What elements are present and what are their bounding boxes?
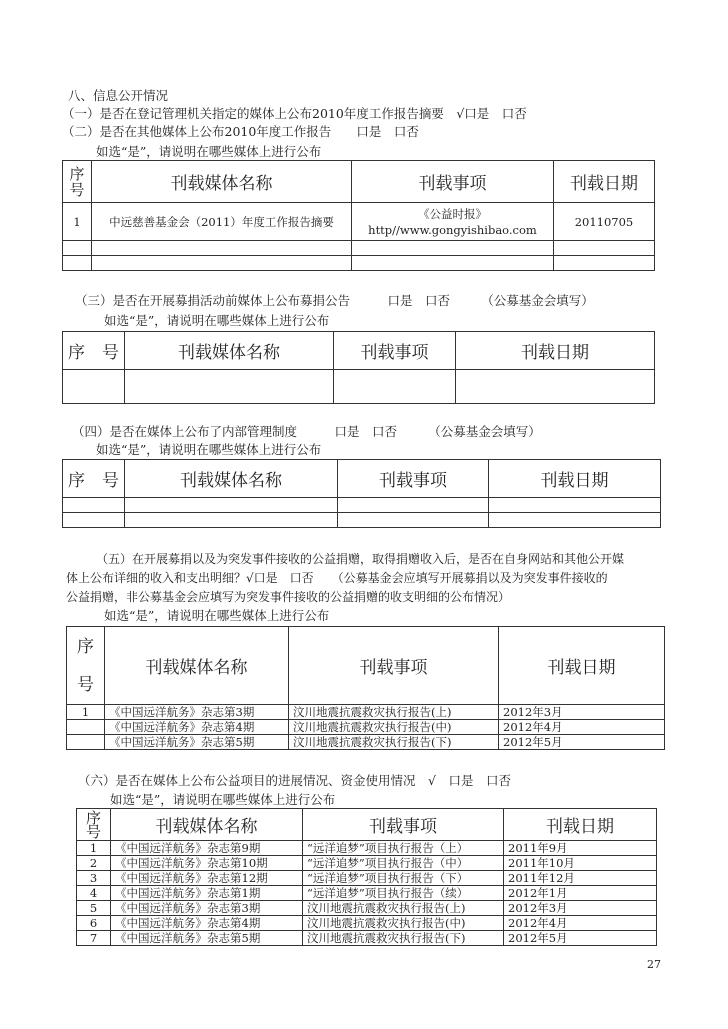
table-row [77, 871, 657, 886]
cell-media: 中远慈善基金会（2011）年度工作报告摘要 [92, 203, 352, 241]
table-row [63, 498, 661, 513]
page-number: 27 [647, 958, 661, 971]
table-row [77, 931, 657, 946]
header-date: 刊载日期 [504, 809, 657, 841]
cell-date: 2012年4月 [504, 916, 657, 931]
cell-media: 《中国远洋航务》杂志第3期 [111, 901, 303, 916]
table-row [63, 370, 655, 404]
table-row [67, 705, 665, 720]
table-donation-disclosure [66, 626, 665, 750]
cell-media: 《中国远洋航务》杂志第3期 [105, 705, 289, 720]
header-no: 序 号 [67, 627, 105, 705]
table-row [77, 886, 657, 901]
cell-media: 《中国远洋航务》杂志第4期 [105, 720, 289, 735]
cell-item: “远洋追梦”项目执行报告（中） [303, 856, 504, 871]
cell-date: 2012年5月 [504, 931, 657, 946]
cell-item: 《公益时报》 http//www.gongyishibao.com [352, 203, 554, 241]
cell-media: 《中国远洋航务》杂志第5期 [111, 931, 303, 946]
table-fundraising-announcement [62, 331, 655, 404]
cell-item: 汶川地震抗震救灾执行报告(上) [303, 901, 504, 916]
cell-media: 《中国远洋航务》杂志第4期 [111, 916, 303, 931]
cell-item: “远洋追梦”项目执行报告（上） [303, 841, 504, 856]
cell-no: 4 [77, 886, 111, 901]
cell-date: 2012年4月 [499, 720, 665, 735]
cell-media: 《中国远洋航务》杂志第12期 [111, 871, 303, 886]
cell-media: 《中国远洋航务》杂志第1期 [111, 886, 303, 901]
question-4-hint: 如选“是”，请说明在哪些媒体上进行公布 [96, 442, 322, 457]
table-row [67, 720, 665, 735]
header-date: 刊载日期 [499, 627, 665, 705]
table-header-row [63, 161, 655, 203]
cell-date: 2012年1月 [504, 886, 657, 901]
cell-no [67, 720, 105, 735]
header-item: 刊载事项 [338, 460, 489, 498]
cell-media: 《中国远洋航务》杂志第5期 [105, 735, 289, 750]
header-media: 刊载媒体名称 [92, 161, 352, 203]
cell-date: 2012年5月 [499, 735, 665, 750]
cell-no: 1 [63, 203, 92, 241]
section-heading: 八、信息公开情况 [68, 88, 169, 103]
table-internal-rules [62, 459, 661, 528]
header-item: 刊载事项 [352, 161, 554, 203]
header-date: 刊载日期 [489, 460, 661, 498]
table-row [63, 203, 655, 241]
table-row [63, 256, 655, 271]
table-media-annual-report [62, 160, 655, 271]
cell-no [67, 735, 105, 750]
table-row [77, 841, 657, 856]
cell-item: “远洋追梦”项目执行报告（下） [303, 871, 504, 886]
header-item: 刊载事项 [289, 627, 499, 705]
table-header-row [77, 809, 657, 841]
header-item: 刊载事项 [334, 332, 456, 370]
cell-date: 2012年3月 [499, 705, 665, 720]
header-media: 刊载媒体名称 [111, 809, 303, 841]
cell-item: 汶川地震抗震救灾执行报告(上) [289, 705, 499, 720]
cell-media: 《中国远洋航务》杂志第9期 [111, 841, 303, 856]
cell-media: 《中国远洋航务》杂志第10期 [111, 856, 303, 871]
cell-date: 2011年9月 [504, 841, 657, 856]
question-2-hint: 如选“是”，请说明在哪些媒体上进行公布 [96, 144, 322, 159]
question-1: （一）是否在登记管理机关指定的媒体上公布2010年度工作报告摘要 √口是 口否 [62, 106, 527, 121]
question-2: （二）是否在其他媒体上公布2010年度工作报告 口是 口否 [62, 124, 419, 139]
question-6-hint: 如选“是”，请说明在哪些媒体上进行公布 [110, 792, 336, 807]
cell-date: 2012年3月 [504, 901, 657, 916]
cell-no: 5 [77, 901, 111, 916]
cell-date: 2011年12月 [504, 871, 657, 886]
question-4: （四）是否在媒体上公布了内部管理制度 口是 口否 （公募基金会填写） [72, 424, 541, 439]
table-header-row [63, 332, 655, 370]
table-row [77, 856, 657, 871]
cell-item: “远洋追梦”项目执行报告（续） [303, 886, 504, 901]
cell-no: 7 [77, 931, 111, 946]
cell-date: 2011年10月 [504, 856, 657, 871]
header-media: 刊载媒体名称 [105, 627, 289, 705]
cell-no: 1 [77, 841, 111, 856]
question-5-line3: 公益捐赠，非公募基金会应填写为突发事件接收的公益捐赠的收支明细的公布情况） [66, 590, 511, 604]
cell-no: 1 [67, 705, 105, 720]
question-5-line2: 体上公布详细的收入和支出明细？√口是 口否 （公募基金会应填写开展募捐以及为突发事件接收的 [66, 571, 608, 585]
question-5-hint: 如选“是”，请说明在哪些媒体上进行公布 [104, 608, 330, 623]
table-row [63, 513, 661, 528]
table-row [63, 241, 655, 256]
header-no: 序 号 [63, 460, 125, 498]
question-3: （三）是否在开展募捐活动前媒体上公布募捐公告 口是 口否 （公募基金会填写） [75, 293, 594, 308]
cell-item: 汶川地震抗震救灾执行报告(中) [289, 720, 499, 735]
header-date: 刊载日期 [554, 161, 655, 203]
header-date: 刊载日期 [456, 332, 655, 370]
question-3-hint: 如选“是”，请说明在哪些媒体上进行公布 [104, 313, 330, 328]
header-no: 序 号 [63, 332, 125, 370]
cell-no: 6 [77, 916, 111, 931]
cell-no: 3 [77, 871, 111, 886]
table-row [77, 901, 657, 916]
question-5-line1: （五）在开展募捐以及为突发事件接收的公益捐赠，取得捐赠收入后，是否在自身网站和其他公开媒 [96, 552, 625, 566]
header-no: 序 号 [63, 161, 92, 203]
cell-item: 汶川地震抗震救灾执行报告(中) [303, 916, 504, 931]
table-row [77, 916, 657, 931]
question-6: （六）是否在媒体上公布公益项目的进展情况、资金使用情况 √ 口是 口否 [78, 773, 511, 788]
table-row [67, 735, 665, 750]
table-header-row [63, 460, 661, 498]
cell-date: 20110705 [554, 203, 655, 241]
cell-item: 汶川地震抗震救灾执行报告(下) [289, 735, 499, 750]
header-no: 序 号 [77, 809, 111, 841]
header-item: 刊载事项 [303, 809, 504, 841]
header-media: 刊载媒体名称 [125, 332, 334, 370]
cell-no: 2 [77, 856, 111, 871]
table-header-row [67, 627, 665, 705]
cell-item: 汶川地震抗震救灾执行报告(下) [303, 931, 504, 946]
header-media: 刊载媒体名称 [125, 460, 338, 498]
table-project-progress [76, 808, 657, 946]
